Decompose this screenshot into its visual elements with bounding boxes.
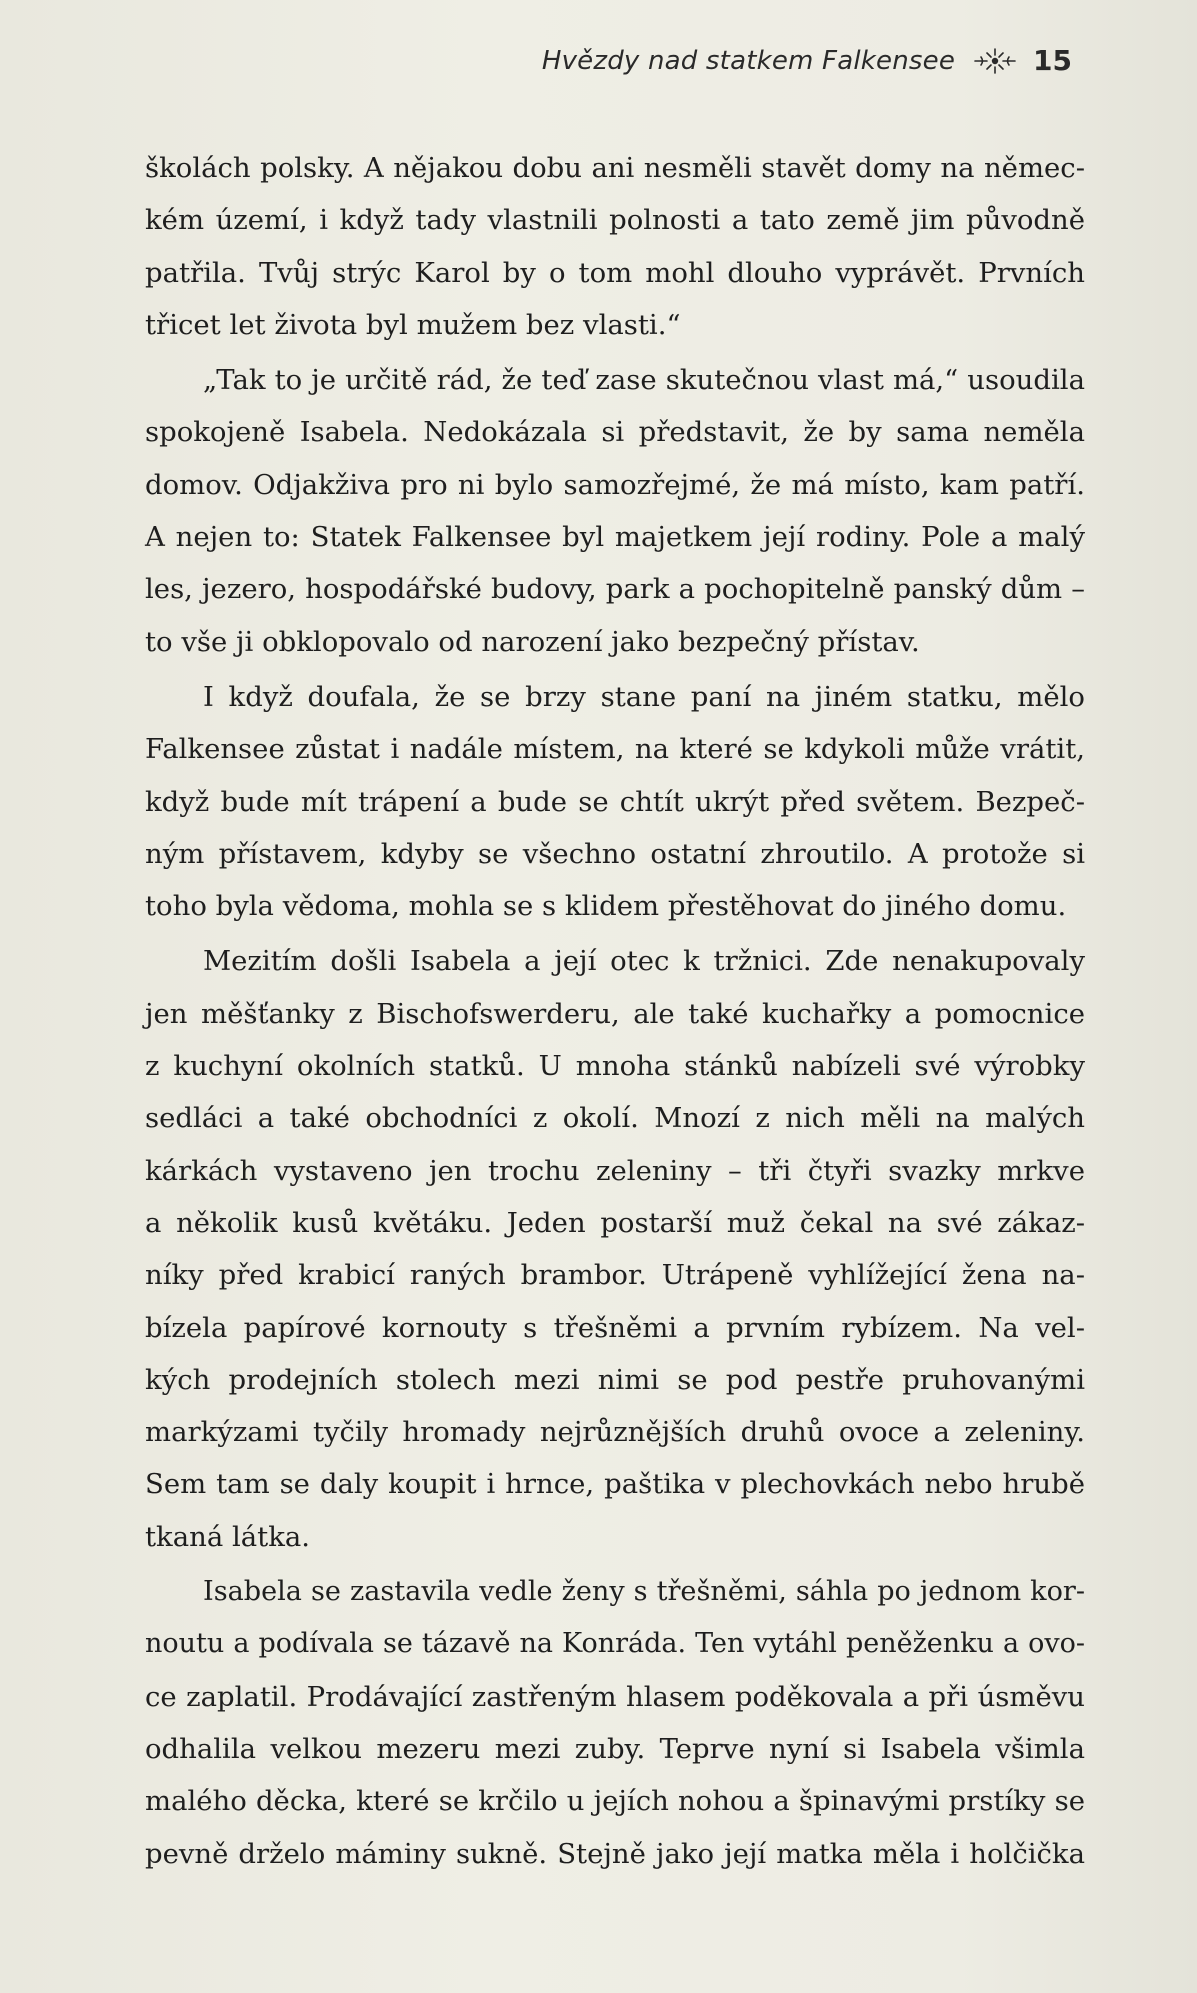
text-line: spokojeně Isabela. Nedokázala si představit, že by sama neměla <box>145 416 1085 449</box>
paragraph <box>145 354 1085 668</box>
text-line: bízela papírové kornouty s třešněmi a prvním rybízem. Na vel- <box>145 1311 1085 1344</box>
text-line: když bude mít trápení a bude se chtít ukrýt před světem. Bezpeč- <box>145 785 1085 818</box>
text-line: třicet let života byl mužem bez vlasti.“ <box>145 308 681 341</box>
text-line: Falkensee zůstat i nadále místem, na které se kdykoli může vrátit, <box>145 733 1085 766</box>
text-line: Sem tam se daly koupit i hrnce, paštika v plechovkách nebo hrubě <box>145 1468 1085 1501</box>
text-line: domov. Odjakživa pro ni bylo samozřejmé, že má místo, kam patří. <box>145 468 1085 501</box>
text-line: kém území, i když tady vlastnili polnosti a tato země jim původně <box>145 204 1085 237</box>
running-title: Hvězdy nad statkem Falkensee <box>541 45 956 76</box>
text-line: ným přístavem, kdyby se všechno ostatní zhroutilo. A protože si <box>145 837 1085 870</box>
text-line: odhalila velkou mezeru mezi zuby. Teprve nyní si Isabela všimla <box>145 1732 1085 1765</box>
text-line: Mezitím došli Isabela a její otec k tržnici. Zde nenakupovaly <box>203 945 1085 978</box>
text-line: Isabela se zastavila vedle ženy s třešněmi, sáhla po jednom kor- <box>203 1576 1085 1608</box>
text-line: to vše ji obklopovalo od narození jako bezpečný přístav. <box>145 625 920 658</box>
body-text <box>145 142 1085 1880</box>
text-line: pevně drželo máminy sukně. Stejně jako její matka měla i holčička <box>145 1837 1085 1870</box>
running-header <box>542 44 1072 77</box>
text-line: níky před krabicí raných brambor. Utrápeně vyhlížející žena na- <box>145 1259 1085 1292</box>
text-line: ce zaplatil. Prodávající zastřeným hlasem poděkovala a při úsměvu <box>145 1680 1085 1713</box>
text-line: noutu a podívala se tázavě na Konráda. Ten vytáhl peněženku a ovo- <box>145 1628 1085 1660</box>
text-line: les, jezero, hospodářské budovy, park a pochopitelně panský dům – <box>145 573 1085 606</box>
text-line: I když doufala, že se brzy stane paní na jiném statku, mělo <box>203 680 1085 713</box>
text-line: toho byla vědoma, mohla se s klidem přestěhovat do jiného domu. <box>145 890 1067 923</box>
text-line: patřila. Tvůj strýc Karol by o tom mohl dlouho vyprávět. Prvních <box>145 256 1085 289</box>
page-number: 15 <box>1033 44 1072 77</box>
text-line: z kuchyní okolních statků. U mnoha stánků nabízeli své výrobky <box>145 1050 1085 1083</box>
text-line: malého děcka, které se krčilo u jejích nohou a špinavými prstíky se <box>145 1785 1085 1818</box>
text-line: kárkách vystaveno jen trochu zeleniny – tři čtyři svazky mrkve <box>145 1154 1085 1187</box>
text-line: sedláci a také obchodníci z okolí. Mnozí z nich měli na malých <box>145 1102 1085 1135</box>
paragraph <box>145 142 1085 351</box>
text-line: A nejen to: Statek Falkensee byl majetkem její rodiny. Pole a malý <box>145 521 1085 554</box>
paragraph <box>145 935 1085 1563</box>
text-line: tkaná látka. <box>145 1520 310 1553</box>
paragraph <box>145 1566 1085 1880</box>
text-line: markýzami tyčily hromady nejrůznějších druhů ovoce a zeleniny. <box>145 1416 1085 1449</box>
text-line: školách polsky. A nějakou dobu ani nesměli stavět domy na němec- <box>145 152 1085 184</box>
flower-ornament-icon <box>973 46 1017 76</box>
text-line: „Tak to je určitě rád, že teď zase skutečnou vlast má,“ usoudila <box>203 364 1085 397</box>
paragraph <box>145 671 1085 932</box>
text-line: kých prodejních stolech mezi nimi se pod pestře pruhovanými <box>145 1363 1085 1396</box>
text-line: a několik kusů květáku. Jeden postarší muž čekal na své zákaz- <box>145 1206 1085 1239</box>
text-line: jen měšťanky z Bischofswerderu, ale také kuchařky a pomocnice <box>145 997 1085 1030</box>
